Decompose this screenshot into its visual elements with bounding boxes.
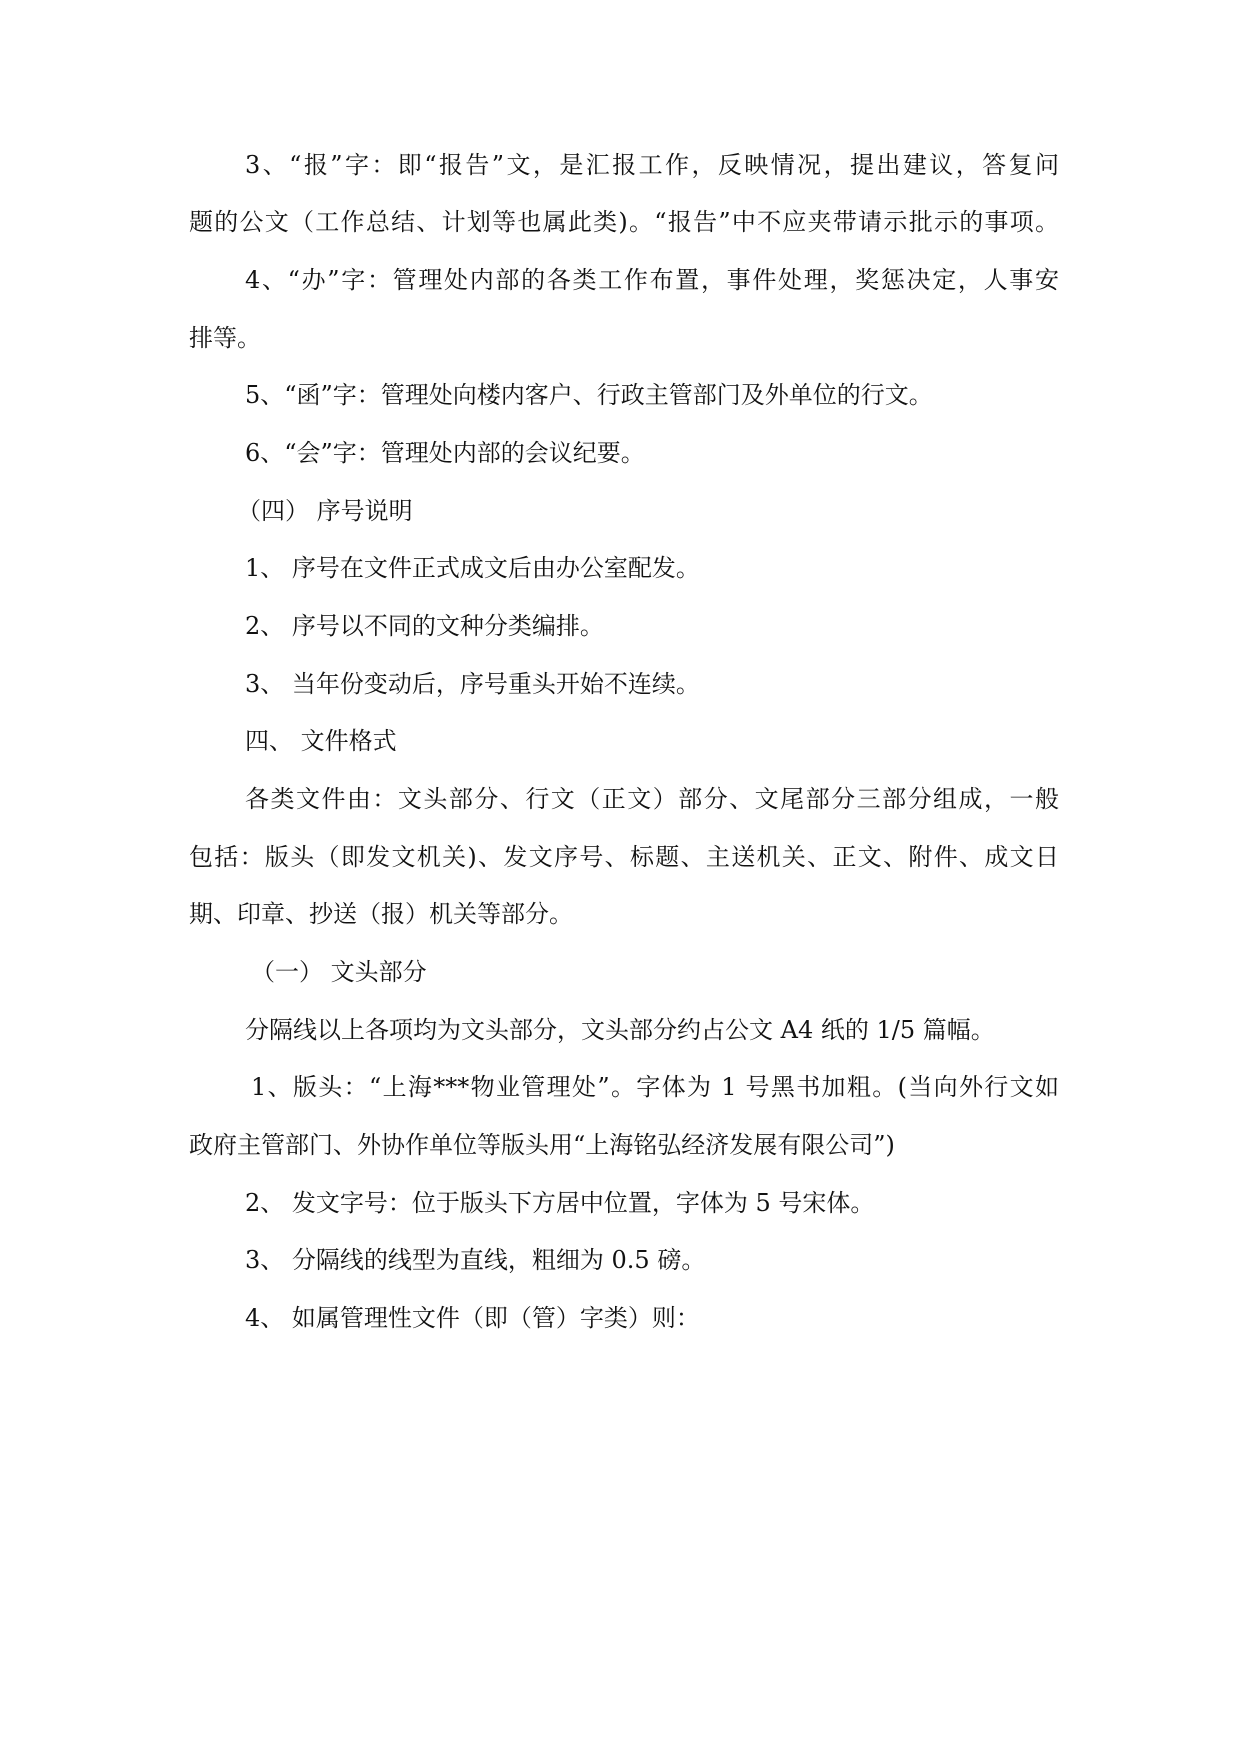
section-heading: （四） 序号说明 (237, 497, 413, 525)
paragraph-line: 政府主管部门、外协作单位等版头用“上海铭弘经济发展有限公司”) (189, 1131, 895, 1159)
section-heading: 四、 文件格式 (245, 727, 397, 755)
paragraph-line: 3、“报”字：即“报告”文，是汇报工作，反映情况，提出建议，答复问 (245, 151, 1059, 179)
paragraph-line: 期、印章、抄送（报）机关等部分。 (189, 900, 573, 928)
paragraph-line: 分隔线以上各项均为文头部分，文头部分约占公文 A4 纸的 1/5 篇幅。 (245, 1016, 995, 1044)
section-heading: （一） 文头部分 (251, 958, 427, 986)
paragraph-line: 包括：版头（即发文机关)、发文序号、标题、主送机关、正文、附件、成文日 (189, 843, 1059, 871)
paragraph-line: 排等。 (189, 324, 261, 352)
list-item: 1、 序号在文件正式成文后由办公室配发。 (245, 554, 700, 582)
paragraph-line: 1、版头：“上海***物业管理处”。字体为 1 号黑书加粗。(当向外行文如 (251, 1073, 1059, 1101)
paragraph-line: 5、“函”字：管理处向楼内客户、行政主管部门及外单位的行文。 (245, 381, 933, 409)
list-item: 2、 序号以不同的文种分类编排。 (245, 612, 604, 640)
paragraph-line: 4、“办”字：管理处内部的各类工作布置，事件处理，奖惩决定，人事安 (245, 266, 1059, 294)
list-item: 3、 当年份变动后，序号重头开始不连续。 (245, 670, 700, 698)
list-item: 3、 分隔线的线型为直线，粗细为 0.5 磅。 (245, 1246, 706, 1274)
list-item: 2、 发文字号：位于版头下方居中位置，字体为 5 号宋体。 (245, 1189, 875, 1217)
paragraph-line: 6、“会”字：管理处内部的会议纪要。 (245, 439, 645, 467)
list-item: 4、 如属管理性文件（即（管）字类）则： (245, 1304, 700, 1332)
paragraph-line: 题的公文（工作总结、计划等也属此类)。“报告”中不应夹带请示批示的事项。 (189, 208, 1059, 236)
paragraph-line: 各类文件由：文头部分、行文（正文）部分、文尾部分三部分组成，一般 (245, 785, 1059, 813)
